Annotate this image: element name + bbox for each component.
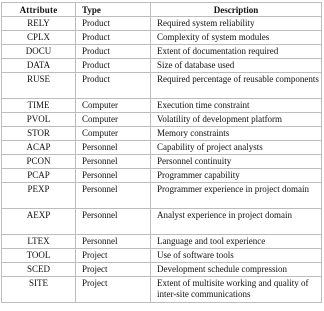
cell-type: Computer [76,99,151,113]
cell-attribute: AEXP [2,209,76,235]
cell-type: Project [76,277,151,303]
table-row [2,277,322,303]
attributes-table [1,2,322,303]
cell-description: Volatility of development platform [151,113,322,127]
cell-type: Product [76,17,151,31]
cell-attribute: CPLX [2,31,76,45]
cell-attribute: SCED [2,263,76,277]
header-type: Type [76,3,151,17]
table-row [2,263,322,277]
cell-attribute: RELY [2,17,76,31]
cell-attribute: RUSE [2,73,76,99]
table-row [2,99,322,113]
cell-description: Required system reliability [151,17,322,31]
cell-attribute: DATA [2,59,76,73]
cell-attribute: PCON [2,155,76,169]
table-row [2,113,322,127]
cell-description: Complexity of system modules [151,31,322,45]
cell-type: Computer [76,113,151,127]
cell-description: Extent of multisite working and quality of inter-site communications [151,277,322,303]
table-row [2,235,322,249]
cell-type: Personnel [76,155,151,169]
cell-type: Product [76,59,151,73]
table-row [2,249,322,263]
cell-attribute: TOOL [2,249,76,263]
cell-attribute: STOR [2,127,76,141]
cell-attribute: SITE [2,277,76,303]
cell-type: Product [76,31,151,45]
table-row [2,169,322,183]
cell-type: Personnel [76,141,151,155]
cell-type: Personnel [76,209,151,235]
table-row [2,127,322,141]
cell-attribute: LTEX [2,235,76,249]
cell-description: Extent of documentation required [151,45,322,59]
table-row [2,155,322,169]
cell-description: Use of software tools [151,249,322,263]
table-row [2,17,322,31]
cell-attribute: PVOL [2,113,76,127]
cell-description: Size of database used [151,59,322,73]
cell-description: Programmer capability [151,169,322,183]
header-description: Description [151,3,322,17]
cell-description: Execution time constraint [151,99,322,113]
cell-attribute: DOCU [2,45,76,59]
cell-type: Project [76,263,151,277]
cell-type: Project [76,249,151,263]
table-header-row [2,3,322,17]
table-row [2,141,322,155]
table-row [2,59,322,73]
cell-attribute: PCAP [2,169,76,183]
cell-attribute: PEXP [2,183,76,209]
cell-description: Language and tool experience [151,235,322,249]
cell-type: Computer [76,127,151,141]
cell-description: Memory constraints [151,127,322,141]
table-row [2,73,322,99]
cell-attribute: ACAP [2,141,76,155]
table-row [2,209,322,235]
cell-description: Analyst experience in project domain [151,209,322,235]
cell-description: Capability of project analysts [151,141,322,155]
cell-description: Programmer experience in project domain [151,183,322,209]
cell-type: Personnel [76,169,151,183]
cell-description: Development schedule compression [151,263,322,277]
cell-description: Required percentage of reusable components [151,73,322,99]
table-row [2,183,322,209]
cell-type: Product [76,45,151,59]
cell-type: Personnel [76,183,151,209]
cell-attribute: TIME [2,99,76,113]
header-attribute: Attribute [2,3,76,17]
table-row [2,45,322,59]
cell-type: Product [76,73,151,99]
cell-type: Personnel [76,235,151,249]
cell-description: Personnel continuity [151,155,322,169]
table-row [2,31,322,45]
